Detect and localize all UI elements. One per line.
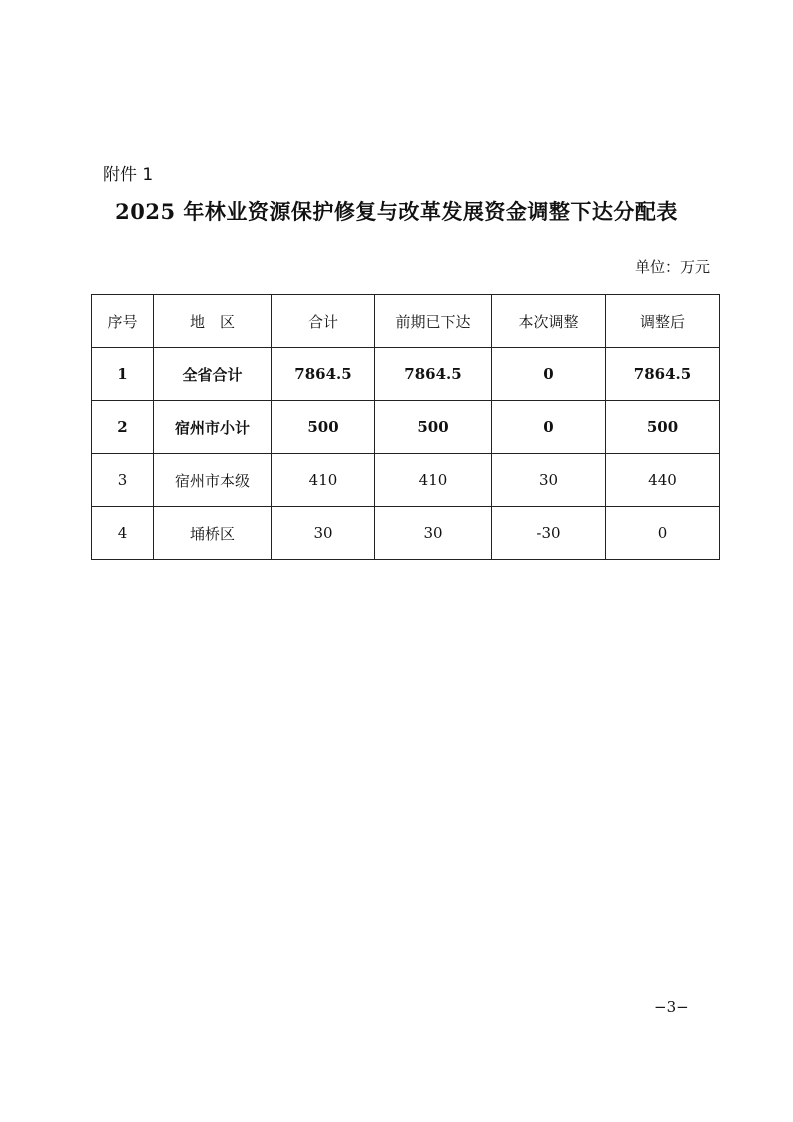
allocation-table <box>91 294 720 560</box>
header-index: 序号 <box>92 295 154 348</box>
header-prior-issued: 前期已下达 <box>375 295 492 348</box>
cell-adjust: 0 <box>492 348 606 401</box>
cell-index: 1 <box>92 348 154 401</box>
cell-after: 500 <box>606 401 720 454</box>
table-header-row <box>92 295 720 348</box>
cell-total: 7864.5 <box>272 348 375 401</box>
cell-index: 4 <box>92 507 154 560</box>
cell-region: 全省合计 <box>154 348 272 401</box>
cell-prior: 410 <box>375 454 492 507</box>
header-total: 合计 <box>272 295 375 348</box>
cell-adjust: -30 <box>492 507 606 560</box>
table-row <box>92 454 720 507</box>
document-title: 2025 年林业资源保护修复与改革发展资金调整下达分配表 <box>115 199 678 224</box>
cell-region: 宿州市小计 <box>154 401 272 454</box>
table-row <box>92 348 720 401</box>
cell-index: 3 <box>92 454 154 507</box>
cell-after: 440 <box>606 454 720 507</box>
cell-index: 2 <box>92 401 154 454</box>
cell-total: 410 <box>272 454 375 507</box>
header-region: 地 区 <box>154 295 272 348</box>
table-row <box>92 401 720 454</box>
cell-after: 7864.5 <box>606 348 720 401</box>
header-after-adjustment: 调整后 <box>606 295 720 348</box>
page-number: −3− <box>654 998 689 1016</box>
cell-prior: 7864.5 <box>375 348 492 401</box>
cell-total: 30 <box>272 507 375 560</box>
attachment-label: 附件 1 <box>103 165 154 185</box>
cell-prior: 500 <box>375 401 492 454</box>
cell-total: 500 <box>272 401 375 454</box>
cell-prior: 30 <box>375 507 492 560</box>
header-adjustment: 本次调整 <box>492 295 606 348</box>
cell-adjust: 0 <box>492 401 606 454</box>
cell-adjust: 30 <box>492 454 606 507</box>
cell-after: 0 <box>606 507 720 560</box>
unit-note: 单位：万元 <box>634 258 710 276</box>
cell-region: 宿州市本级 <box>154 454 272 507</box>
cell-region: 埇桥区 <box>154 507 272 560</box>
table-row <box>92 507 720 560</box>
